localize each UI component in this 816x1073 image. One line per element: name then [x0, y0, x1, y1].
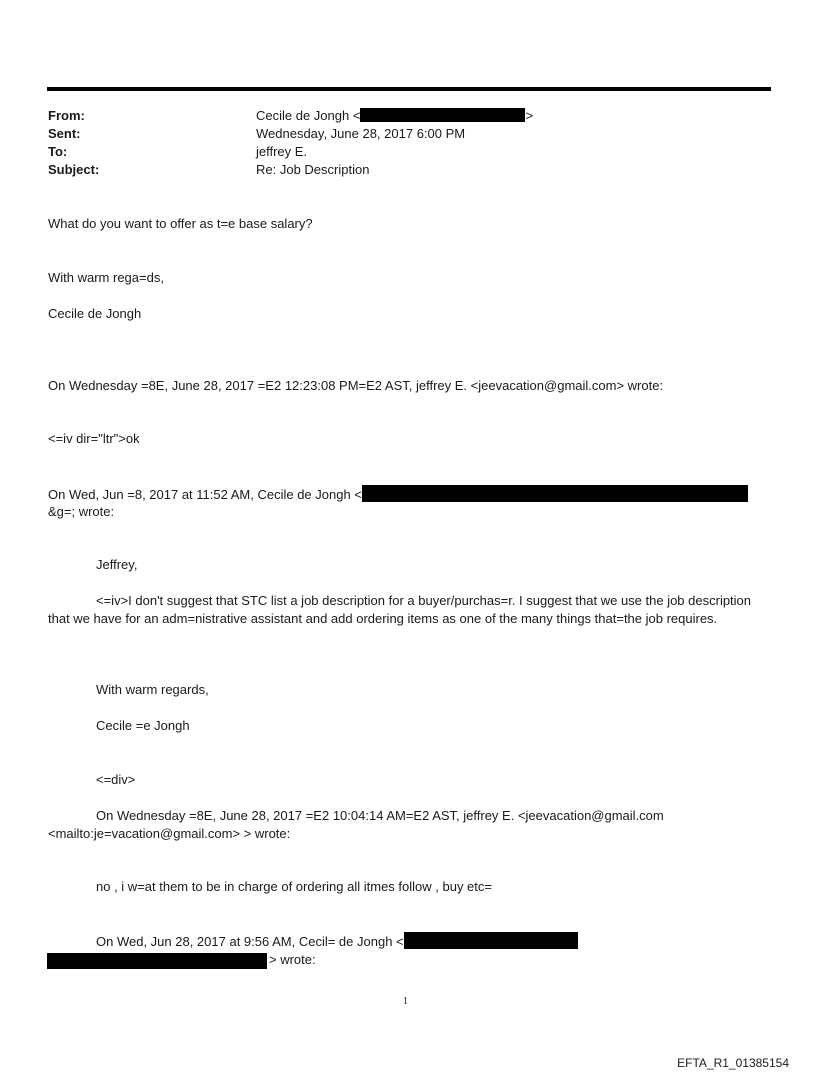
quote-header-line: On Wednesday =8E, June 28, 2017 =E2 10:04:14 AM=E2 AST, jeffrey E. <jeevacation@gmail.com — [96, 808, 664, 823]
subject-label: Subject: — [48, 162, 100, 177]
redaction-box — [404, 932, 578, 949]
redaction-box — [360, 108, 525, 122]
body-line: <=div> — [96, 772, 136, 787]
quote-header-line — [48, 485, 748, 504]
quote-header-text: On Wed, Jun =8, 2017 at 11:52 AM, Cecile de Jongh < — [48, 487, 362, 502]
from-value — [256, 107, 533, 125]
subject-value: Re: Job Description — [256, 162, 370, 177]
body-line: <=iv dir="ltr">ok — [48, 431, 140, 446]
redaction-box — [47, 953, 267, 969]
body-line: What do you want to offer as t=e base salary? — [48, 216, 313, 231]
signoff-line: With warm rega=ds, — [48, 270, 164, 285]
body-paragraph: <=iv>I don't suggest that STC list a job description for a buyer/purchas=r. I suggest that we use the job description that we have for an adm=nistrative assistant and add ordering items as one of the many things that=the job requires. — [48, 593, 752, 626]
quote-header-line — [96, 932, 578, 951]
quote-header-line: <mailto:je=vacation@gmail.com> > wrote: — [48, 826, 291, 841]
header-rule — [47, 87, 771, 91]
quote-header-line: &g=; wrote: — [48, 504, 115, 519]
from-close: > — [525, 108, 534, 123]
quote-header-text: On Wed, Jun 28, 2017 at 9:56 AM, Cecil= de Jongh < — [96, 934, 404, 949]
quote-header-line: On Wednesday =8E, June 28, 2017 =E2 12:23:08 PM=E2 AST, jeffrey E. <jeevacation@gmail.com> wrote: — [48, 378, 664, 393]
redaction-box — [362, 485, 748, 502]
page-number: 1 — [403, 996, 408, 1007]
signature-line: Cecile de Jongh — [48, 306, 142, 321]
from-label: From: — [48, 108, 85, 123]
document-id: EFTA_R1_01385154 — [677, 1056, 789, 1070]
quote-header-line: > wrote: — [269, 952, 316, 967]
greeting-line: Jeffrey, — [96, 557, 138, 572]
to-label: To: — [48, 144, 68, 159]
signature-line: Cecile =e Jongh — [96, 718, 190, 733]
to-value: jeffrey E. — [256, 144, 308, 159]
from-name: Cecile de Jongh < — [256, 108, 361, 123]
sent-value: Wednesday, June 28, 2017 6:00 PM — [256, 126, 466, 141]
signoff-line: With warm regards, — [96, 682, 209, 697]
sent-label: Sent: — [48, 126, 81, 141]
body-line: no , i w=at them to be in charge of ordering all itmes follow , buy etc= — [96, 879, 492, 894]
